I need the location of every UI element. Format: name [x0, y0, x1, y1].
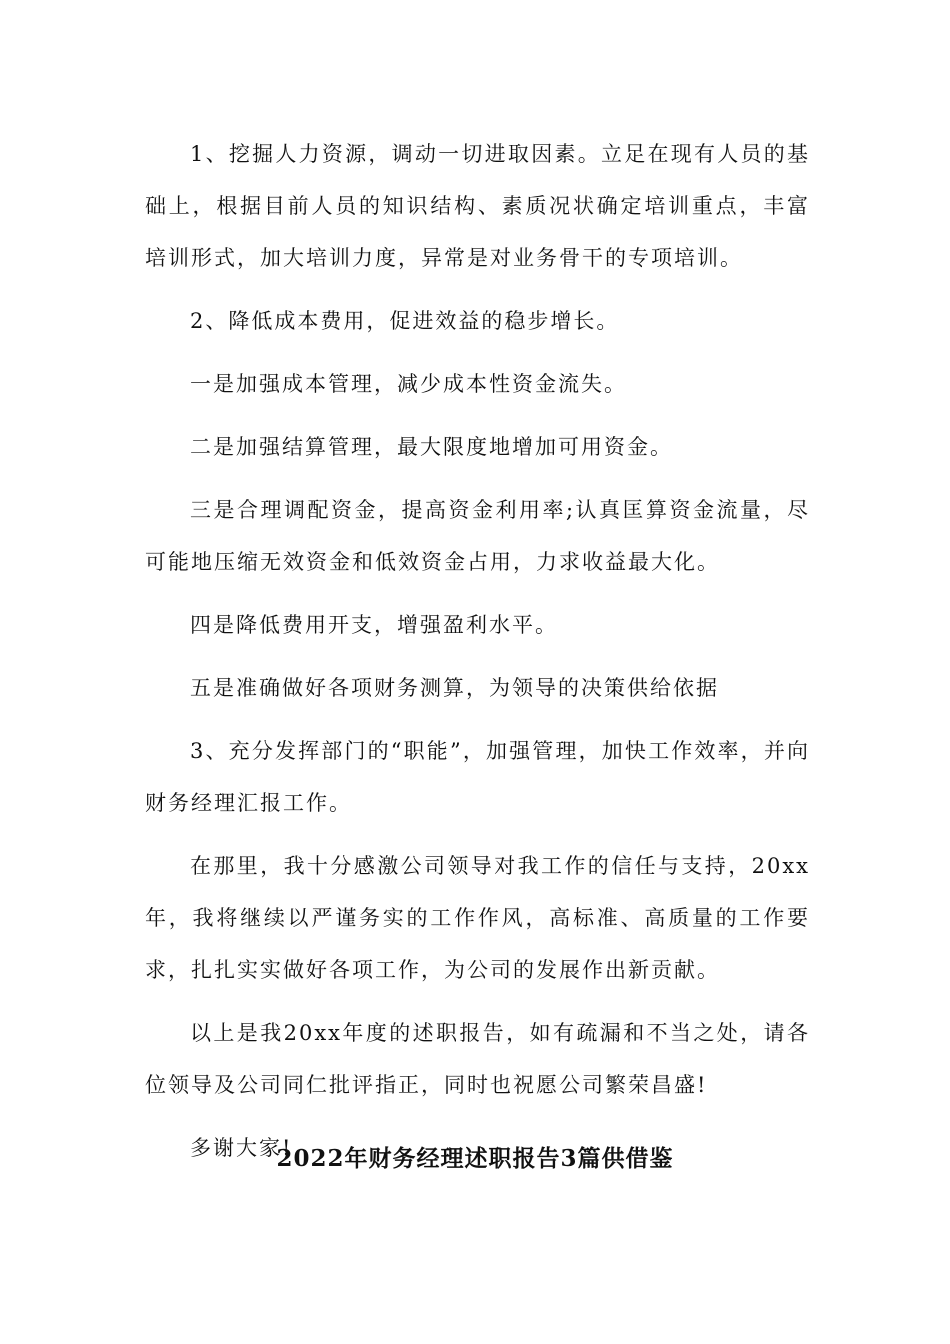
document-title: 2022年财务经理述职报告3篇供借鉴: [276, 1145, 674, 1172]
paragraph-6: 四是降低费用开支，增强盈利水平。: [190, 613, 558, 637]
paragraph-11: 多谢大家!: [190, 1136, 293, 1160]
paragraph-7: 五是准确做好各项财务测算，为领导的决策供给依据: [190, 676, 719, 700]
paragraph-4: 二是加强结算管理，最大限度地增加可用资金。: [190, 435, 673, 459]
paragraph-3: 一是加强成本管理，减少成本性资金流失。: [190, 372, 627, 396]
document-body: [145, 128, 810, 1185]
paragraph-2: 2、降低成本费用，促进效益的稳步增长。: [190, 309, 620, 333]
paragraph-9: 在那里，我十分感激公司领导对我工作的信任与支持，20xx年，我将继续以严谨务实的工作作风，高标准、高质量的工作要求，扎扎实实做好各项工作，为公司的发展作出新贡献。: [145, 854, 810, 982]
paragraph-10: 以上是我20xx年度的述职报告，如有疏漏和不当之处，请各位领导及公司同仁批评指正，同时也祝愿公司繁荣昌盛!: [145, 1021, 810, 1097]
paragraph-5: 三是合理调配资金，提高资金利用率;认真匡算资金流量，尽可能地压缩无效资金和低效资金占用，力求收益最大化。: [145, 498, 810, 574]
paragraph-1: 1、挖掘人力资源，调动一切进取因素。立足在现有人员的基础上，根据目前人员的知识结构、素质况状确定培训重点，丰富培训形式，加大培训力度，异常是对业务骨干的专项培训。: [145, 142, 810, 270]
paragraph-8: 3、充分发挥部门的“职能”，加强管理，加快工作效率，并向财务经理汇报工作。: [145, 739, 810, 815]
